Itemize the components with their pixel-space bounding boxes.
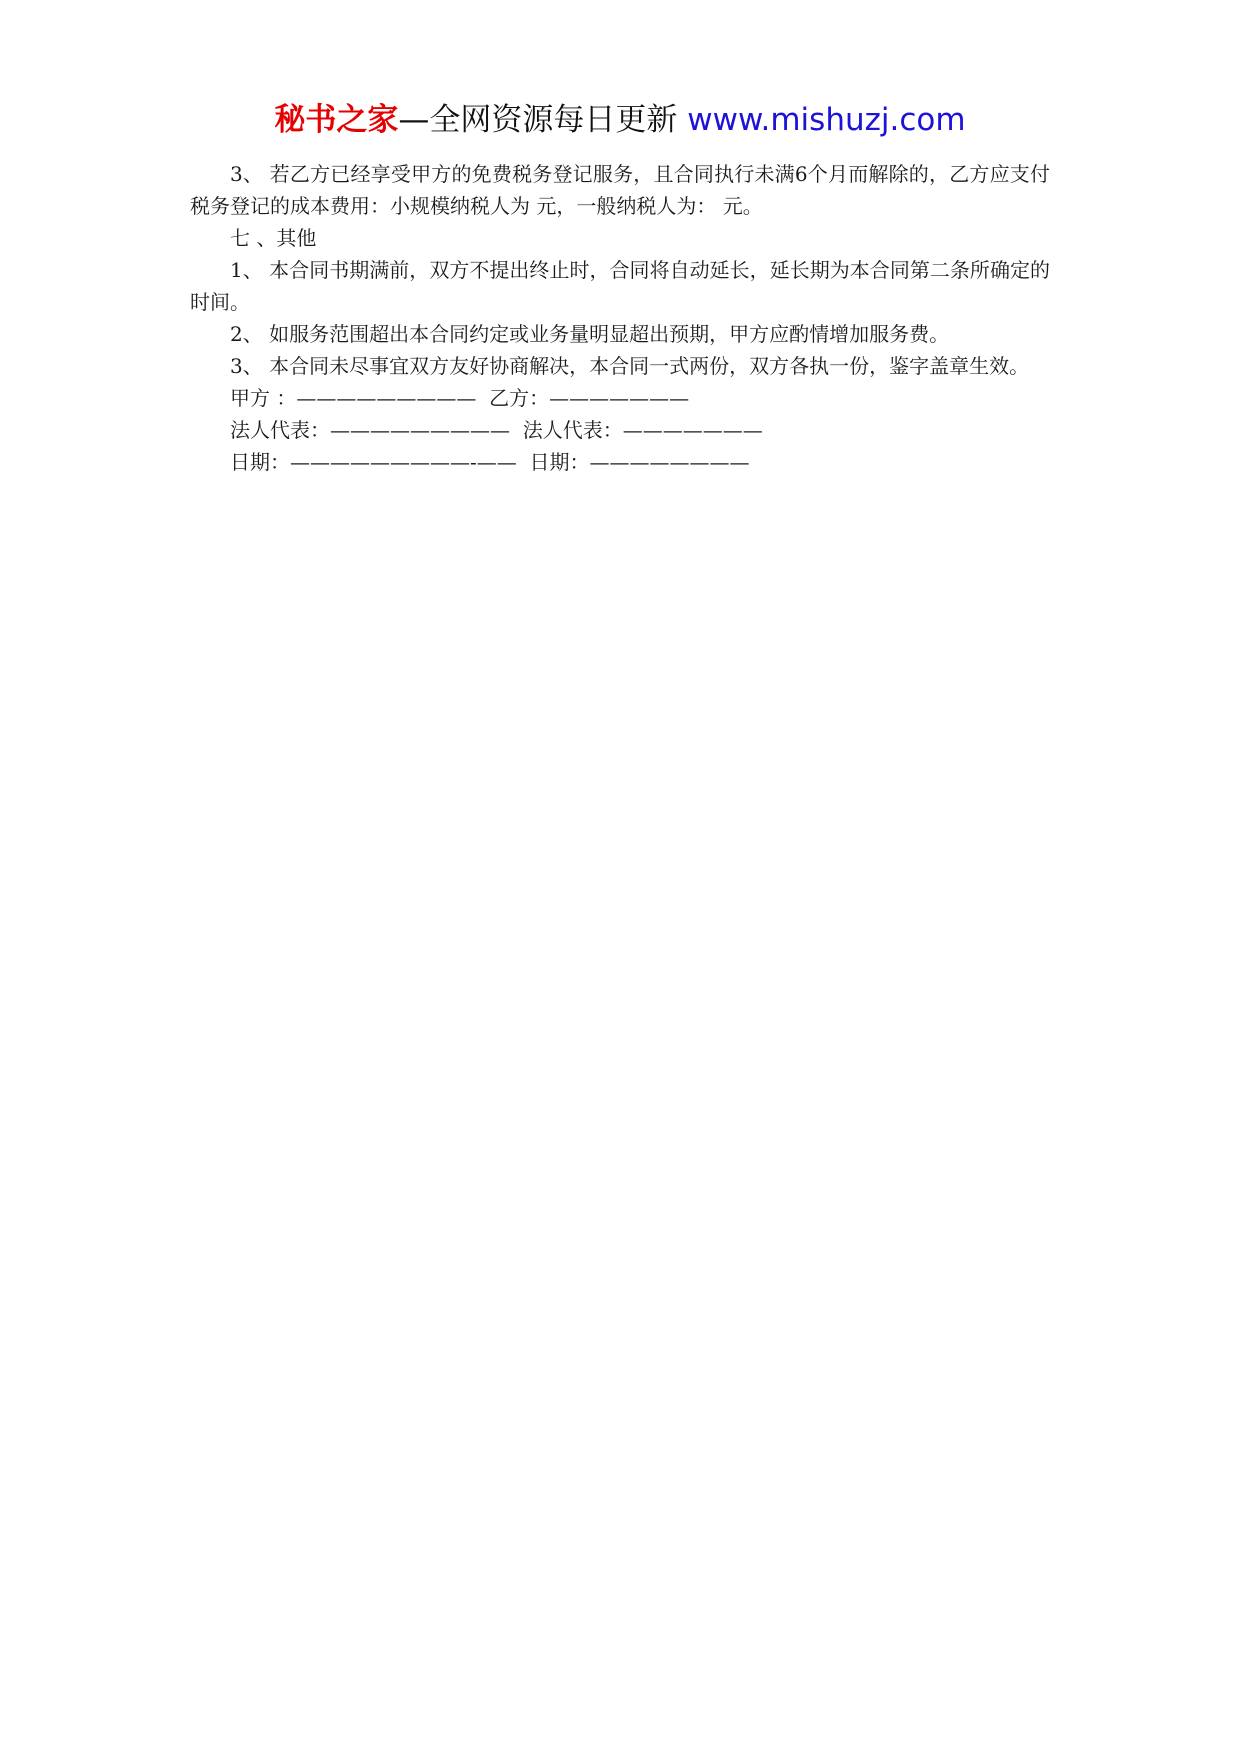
clause-paragraph: 2、 如服务范围超出本合同约定或业务量明显超出预期，甲方应酌情增加服务费。 — [230, 322, 950, 346]
clause-paragraph: 1、 本合同书期满前，双方不提出终止时，合同将自动延长，延长期为本合同第二条所确定的时间。 — [190, 258, 1050, 314]
signature-date-line: 日期：—————————-—— 日期：———————— — [230, 450, 750, 474]
header-slogan: —全网资源每日更新 — [398, 102, 678, 138]
document-body — [190, 158, 1050, 478]
signature-representative-line: 法人代表：————————— 法人代表：——————— — [230, 418, 763, 442]
clause-paragraph: 3、 本合同未尽事宜双方友好协商解决，本合同一式两份，双方各执一份，鉴字盖章生效。 — [230, 354, 1030, 378]
signature-party-line: 甲方 ：————————— 乙方：——————— — [230, 386, 690, 410]
clause-paragraph: 3、 若乙方已经享受甲方的免费税务登记服务，且合同执行未满6个月而解除的，乙方应支付税务登记的成本费用：小规模纳税人为 元，一般纳税人为： 元。 — [190, 162, 1050, 218]
header-url-link[interactable]: www.mishuzj.com — [687, 102, 966, 138]
page-header — [0, 100, 1240, 140]
brand-name: 秘书之家 — [274, 102, 399, 138]
section-heading: 七 、其他 — [230, 226, 317, 250]
